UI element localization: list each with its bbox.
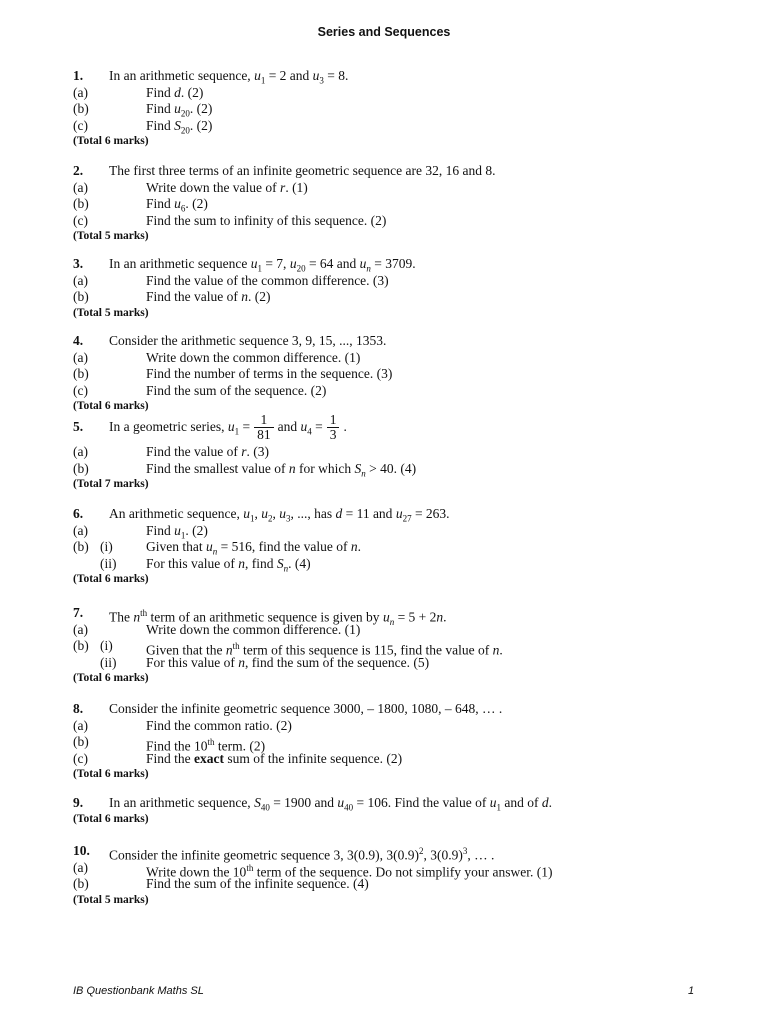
- part-text: Find the sum of the infinite sequence. (4): [146, 876, 369, 891]
- part-label: (c): [73, 117, 88, 133]
- part-label: (c): [73, 382, 88, 398]
- part-label: (a): [73, 621, 88, 637]
- question-5: [73, 410, 713, 492]
- question-stem: Consider the infinite geometric sequence 3, 3(0.9), $3(0.9)^2$, $3(0.9)^3$, … .: [109, 846, 495, 863]
- question-number: 4.: [73, 333, 84, 348]
- question-number: 8.: [73, 701, 84, 716]
- part-label: (b): [73, 101, 89, 116]
- subpart-label: (ii): [100, 654, 117, 670]
- part-label: (b): [73, 196, 89, 211]
- question-9: [73, 795, 713, 827]
- part-label: (b): [73, 876, 89, 891]
- page-number: 1: [688, 985, 695, 997]
- question-number: 1.: [73, 68, 84, 83]
- question-stem: In an arithmetic sequence $u_1 = 7$, $u_{20} = 64$ and $u_n = 3709$.: [109, 256, 416, 274]
- part-label: (b): [73, 366, 89, 381]
- part-text: Find the sum of the sequence. (2): [146, 382, 327, 398]
- part-text: Find $u_1$. (2): [146, 522, 208, 541]
- total-marks: (Total 5 marks): [73, 893, 149, 906]
- question-number: 9.: [73, 795, 84, 810]
- part-text: Given that the $n^{th}$ term of this sequence is 115, find the value of n.: [146, 641, 503, 658]
- part-text: Find $u_{20}$. (2): [146, 101, 213, 119]
- part-text: Find the exact sum of the infinite sequence. (2): [146, 750, 403, 766]
- question-stem: In a geometric series, $u_1$ = $\frac{1}{81}$ and $u_4$ = $\frac{1}{3}$ .: [109, 412, 347, 443]
- part-label: (a): [73, 522, 88, 538]
- total-marks: (Total 6 marks): [73, 400, 149, 412]
- question-stem: In an arithmetic sequence, $S_{40} = 1900$ and $u_{40} = 106$. Find the value of $u_1$ and of d.: [109, 795, 553, 813]
- subpart-label: (i): [100, 539, 113, 554]
- part-text: For this value of n, find $S_n$. (4): [146, 555, 311, 574]
- question-stem: Consider the arithmetic sequence 3, 9, 15, ..., 1353.: [109, 333, 387, 348]
- part-text: Find the number of terms in the sequence. (3): [146, 366, 393, 381]
- question-1: [73, 68, 713, 149]
- part-label: (a): [73, 272, 88, 288]
- subpart-label: (ii): [100, 555, 117, 571]
- total-marks: (Total 5 marks): [73, 230, 149, 242]
- total-marks: (Total 6 marks): [73, 573, 149, 585]
- part-label: (a): [73, 859, 88, 875]
- question-stem: An arithmetic sequence, $u_1$, $u_2$, $u_3$, ..., has d = 11 and $u_{27} = 263$.: [109, 506, 450, 524]
- part-label: (b): [73, 460, 89, 476]
- total-marks: (Total 6 marks): [73, 812, 149, 825]
- part-text: Find the smallest value of n for which $S_n > 40$. (4): [146, 460, 417, 479]
- question-number: 6.: [73, 506, 84, 521]
- part-text: Find $u_6$. (2): [146, 196, 208, 214]
- question-stem: The $n^{th}$ term of an arithmetic sequence is given by $u_n = 5 + 2n$.: [109, 608, 447, 628]
- question-10: [73, 843, 713, 908]
- page-title: Series and Sequences: [317, 25, 451, 39]
- total-marks: (Total 6 marks): [73, 672, 149, 684]
- total-marks: (Total 7 marks): [73, 478, 149, 490]
- question-number: 2.: [73, 163, 84, 178]
- part-text: Write down the common difference. (1): [146, 349, 361, 365]
- part-text: Find the value of the common difference. (3): [146, 272, 389, 288]
- part-text: Find the common ratio. (2): [146, 717, 292, 733]
- question-number: 5.: [73, 419, 84, 434]
- question-2: [73, 163, 713, 244]
- subpart-label: (i): [100, 638, 113, 653]
- part-text: Given that $u_n = 516$, find the value of n.: [146, 539, 361, 557]
- part-text: Find $S_{20}$. (2): [146, 117, 213, 136]
- part-text: Find the sum to infinity of this sequence. (2): [146, 212, 387, 228]
- part-text: Write down the common difference. (1): [146, 621, 361, 637]
- question-6: [73, 506, 713, 587]
- question-7: [73, 605, 713, 686]
- question-stem: In an arithmetic sequence, $u_1 = 2$ and $u_3 = 8$.: [109, 68, 349, 86]
- part-text: Find the 10th term. (2): [146, 737, 266, 754]
- part-text: For this value of n, find the sum of the sequence. (5): [146, 654, 430, 670]
- fraction: $\frac{1}{3}$: [327, 413, 340, 442]
- part-text: Write down the value of r. (1): [146, 179, 308, 195]
- part-label: (c): [73, 750, 88, 766]
- question-number: 10.: [73, 843, 90, 858]
- part-text: Find d. (2): [146, 84, 204, 100]
- part-label: (a): [73, 349, 88, 365]
- part-label: (b): [73, 539, 89, 554]
- question-3: [73, 256, 713, 321]
- total-marks: (Total 6 marks): [73, 135, 149, 147]
- question-8: [73, 701, 713, 782]
- part-label: (b): [73, 638, 89, 653]
- total-marks: (Total 5 marks): [73, 306, 149, 319]
- question-4: [73, 333, 713, 414]
- part-text: Find the value of n. (2): [146, 289, 271, 304]
- part-label: (a): [73, 179, 88, 195]
- part-label: (b): [73, 289, 89, 304]
- part-label: (a): [73, 84, 88, 100]
- part-label: (b): [73, 734, 89, 749]
- part-text: Write down the 10th term of the sequence. Do not simplify your answer. (1): [146, 862, 553, 879]
- question-number: 3.: [73, 256, 84, 271]
- question-number: 7.: [73, 605, 84, 620]
- fraction: $\frac{1}{81}$: [254, 413, 274, 442]
- part-label: (a): [73, 717, 88, 733]
- footer-source: IB Questionbank Maths SL: [73, 985, 204, 997]
- question-stem: The first three terms of an infinite geometric sequence are 32, 16 and 8.: [109, 163, 496, 178]
- total-marks: (Total 6 marks): [73, 768, 149, 780]
- part-label: (c): [73, 212, 88, 228]
- question-stem: Consider the infinite geometric sequence 3000, – 1800, 1080, – 648, … .: [109, 701, 503, 716]
- part-label: (a): [73, 444, 88, 459]
- part-text: Find the value of r. (3): [146, 444, 269, 459]
